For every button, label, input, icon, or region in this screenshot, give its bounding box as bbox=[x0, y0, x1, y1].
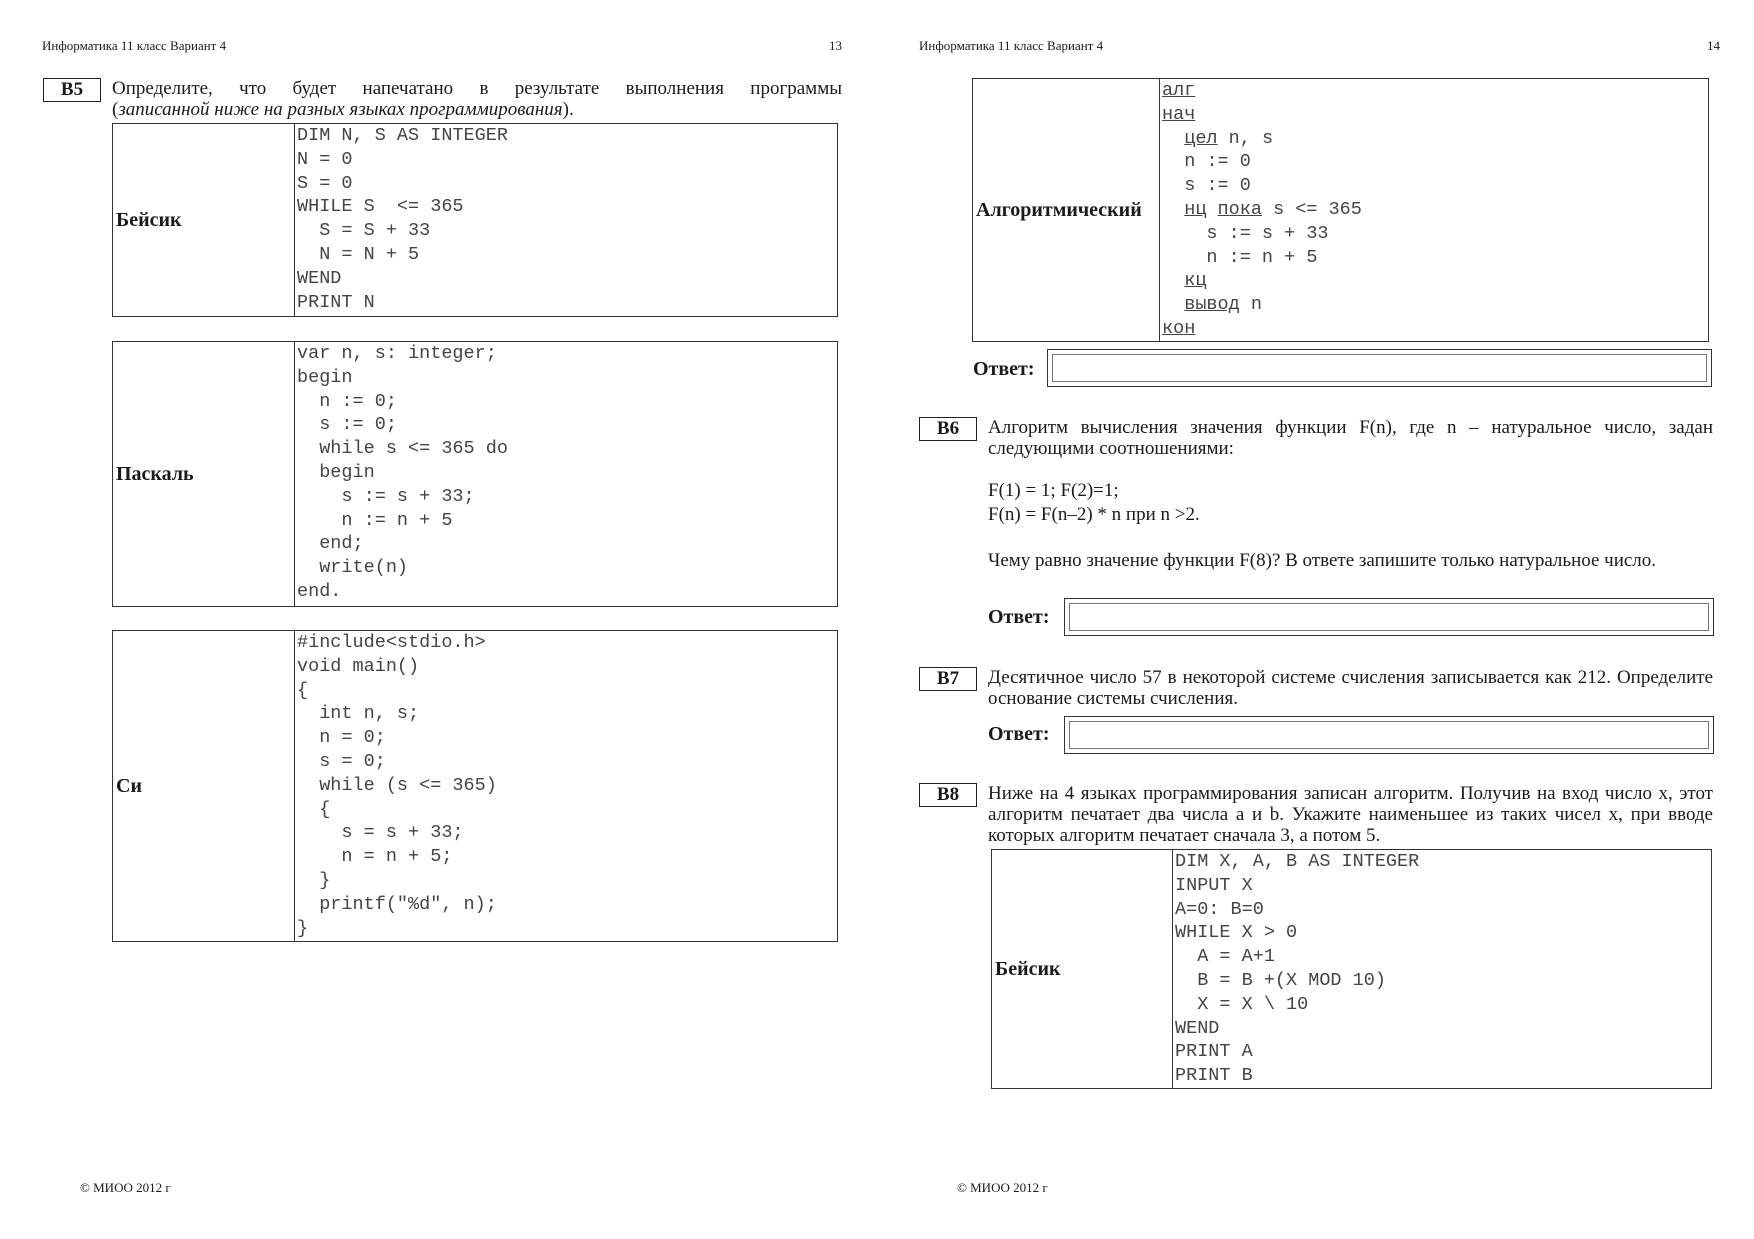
task-tag-b8: B8 bbox=[919, 783, 977, 807]
b8-question: Ниже на 4 языках программирования записан алгоритм. Получив на вход число x, этот алгоритм печатает два числа a и b. Укажите наименьшее из таких чисел x, при вводе которых алгоритм печатает сначала 3, а потом 5. bbox=[988, 783, 1713, 846]
b6-instruction: Чему равно значение функции F(8)? В ответе запишите только натуральное число. bbox=[988, 550, 1657, 571]
copyright: © МИОО 2012 г bbox=[957, 1180, 1048, 1195]
code-block: DIM N, S AS INTEGER N = 0 S = 0 WHILE S <= 365 S = S + 33 N = N + 5 WEND PRINT N bbox=[297, 125, 508, 313]
language-label: Алгоритмический bbox=[973, 79, 1160, 342]
task-tag-b7: B7 bbox=[919, 667, 977, 691]
b5-question: Определите, что будет напечатано в результате выполнения программы bbox=[112, 78, 842, 99]
answer-input-b6[interactable] bbox=[1064, 598, 1714, 636]
page-number: 13 bbox=[829, 38, 842, 53]
program-table-c bbox=[112, 630, 838, 942]
answer-input-b7[interactable] bbox=[1064, 716, 1714, 754]
b6-formula-1: F(1) = 1; F(2)=1; bbox=[988, 480, 1119, 501]
code-block: DIM X, A, B AS INTEGER INPUT X A=0: B=0 WHILE X > 0 A = A+1 B = B +(X MOD 10) X = X \ 10 WEND PRINT A PRINT B bbox=[1175, 851, 1420, 1087]
task-tag-b6: B6 bbox=[919, 417, 977, 441]
program-table-algorithmic bbox=[972, 78, 1709, 342]
language-label: Си bbox=[113, 631, 295, 942]
page-header-title: Информатика 11 класс Вариант 4 bbox=[919, 38, 1104, 53]
answer-input-b5[interactable] bbox=[1047, 349, 1712, 387]
b6-question: Алгоритм вычисления значения функции F(n), где n – натуральное число, задан следующими соотношениями: bbox=[988, 417, 1713, 459]
code-block: #include<stdio.h> void main() { int n, s; n = 0; s = 0; while (s <= 365) { s = s + 33; n = n + 5; } printf("%d", n); } bbox=[297, 632, 497, 939]
copyright: © МИОО 2012 г bbox=[80, 1180, 171, 1195]
task-tag-b5: B5 bbox=[43, 78, 101, 102]
language-label: Бейсик bbox=[992, 850, 1173, 1089]
answer-label: Ответ: bbox=[973, 358, 1035, 380]
program-table-basic-b8 bbox=[991, 849, 1712, 1089]
program-table-basic bbox=[112, 123, 838, 317]
page-number: 14 bbox=[1707, 38, 1720, 53]
b5-note: (записанной ниже на разных языках программирования). bbox=[112, 99, 574, 120]
right-page bbox=[877, 0, 1754, 1239]
program-table-pascal bbox=[112, 341, 838, 607]
language-label: Бейсик bbox=[113, 124, 295, 317]
page-header-title: Информатика 11 класс Вариант 4 bbox=[42, 38, 227, 53]
b7-question: Десятичное число 57 в некоторой системе счисления записывается как 212. Определите основание системы счисления. bbox=[988, 667, 1713, 709]
answer-label: Ответ: bbox=[988, 723, 1050, 745]
code-block: var n, s: integer; begin n := 0; s := 0; while s <= 365 do begin s := s + 33; n := n + 5 end; write(n) end. bbox=[297, 343, 508, 602]
language-label: Паскаль bbox=[113, 342, 295, 607]
code-block: алг нач цел n, s n := 0 s := 0 нц пока s <= 365 s := s + 33 n := n + 5 кц вывод n кон bbox=[1162, 80, 1362, 339]
answer-label: Ответ: bbox=[988, 606, 1050, 628]
b6-formula-2: F(n) = F(n–2) * n при n >2. bbox=[988, 504, 1200, 525]
